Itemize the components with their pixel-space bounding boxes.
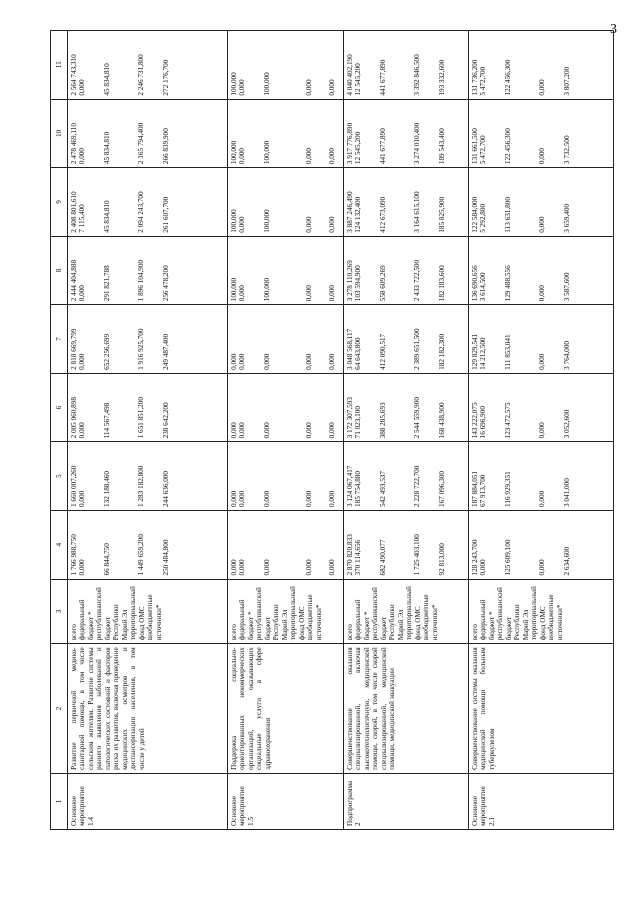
table-row [68, 31, 228, 830]
amount-value: 116 929,351 [503, 471, 512, 507]
year-value-cell [228, 99, 344, 168]
amount-value: 129 829,541 [471, 333, 479, 370]
amount-value: 2 564 743,310 [70, 54, 78, 96]
amount-value: 0,000 [538, 216, 547, 233]
measure-code: Основное мероприятие 1.4 [68, 773, 228, 829]
amount-value: 187 884,051 [471, 471, 479, 507]
amount-value: 1 896 104,900 [137, 259, 146, 302]
amount-value: 66 844,750 [102, 543, 111, 576]
amount-value: 2 478 469,110 [70, 123, 78, 165]
amount-value: 558 609,269 [378, 265, 387, 302]
amount-value: 12 545,200 [354, 63, 363, 96]
amount-value: 0,000 [305, 422, 314, 439]
amount-value: 0,000 [305, 285, 314, 302]
funding-sources [469, 579, 614, 644]
amount-value: 2 444 404,888 [70, 259, 78, 302]
amount-value: 441 677,890 [378, 128, 387, 165]
amount-value: 0,000 [78, 353, 87, 370]
amount-value: 0,000 [78, 559, 87, 576]
amount-value: 0,000 [538, 79, 547, 96]
funding-source-label: внебюджетные источники* [422, 594, 439, 641]
amount-value: 2 389 651,500 [413, 328, 422, 370]
amount-value: 1 916 925,700 [137, 328, 146, 370]
amount-value: 0,000 [327, 559, 336, 576]
amount-value: 143 222,075 [471, 402, 479, 439]
amount-value: 0,000 [238, 422, 247, 439]
amount-value: 412 673,090 [378, 196, 387, 233]
table-row [344, 31, 469, 830]
amount-value: 0,000 [538, 422, 547, 439]
table-row [469, 31, 614, 830]
year-value-cell [344, 442, 469, 511]
amount-value: 111 853,041 [503, 334, 512, 370]
amount-value: 100,000 [262, 277, 271, 302]
amount-value: 3 172 307,593 [346, 397, 354, 439]
year-value-cell [469, 305, 614, 374]
amount-value: 1 766 988,750 [70, 534, 78, 576]
funding-source-label: территориальный фонд ОМС [405, 586, 422, 641]
year-value-cell [344, 373, 469, 442]
year-value-cell [469, 442, 614, 511]
column-number-row [51, 31, 68, 830]
amount-value: 2 634,600 [562, 546, 571, 576]
amount-value: 238 642,200 [161, 402, 170, 439]
amount-value: 0,000 [238, 490, 247, 507]
amount-value: 0,000 [238, 285, 247, 302]
amount-value: 122 584,000 [471, 196, 479, 233]
column-number-8: 8 [51, 236, 68, 305]
year-value-cell [469, 236, 614, 305]
amount-value: 114 567,498 [102, 402, 111, 439]
amount-value: 0,000 [238, 147, 247, 165]
page-number: 3 [610, 22, 617, 37]
amount-value: 2 246 731,800 [137, 54, 146, 96]
amount-value: 131 661,500 [471, 128, 479, 165]
amount-value: 682 490,077 [378, 539, 387, 576]
amount-value: 0,000 [262, 559, 271, 576]
amount-value: 0,000 [327, 147, 336, 165]
amount-value: 45 834,810 [102, 200, 111, 233]
year-value-cell [228, 442, 344, 511]
amount-value: 2 408 801,610 [70, 191, 78, 233]
year-value-cell [68, 99, 228, 168]
amount-value: 0,000 [238, 353, 247, 370]
column-number-4: 4 [51, 510, 68, 579]
funding-source-label: республиканский бюджет Республики Марий Эл [95, 587, 129, 641]
measure-code: Основное мероприятие 1.5 [228, 773, 344, 829]
amount-value: 0,000 [305, 353, 314, 370]
funding-source-label: федеральный бюджет * [238, 599, 255, 641]
amount-value: 412 090,517 [378, 333, 387, 370]
amount-value: 103 594,900 [354, 265, 363, 302]
amount-value: 0,000 [327, 216, 336, 233]
amount-value: 100,000 [230, 209, 238, 233]
year-value-cell [469, 510, 614, 579]
amount-value: 3 807,200 [562, 66, 571, 96]
amount-value: 193 332,600 [437, 59, 446, 96]
amount-value: 2 818 669,799 [70, 328, 78, 370]
amount-value: 370 114,656 [354, 539, 363, 576]
funding-source-label: федеральный бюджет * [78, 599, 95, 641]
amount-value: 14 212,500 [479, 337, 488, 370]
budget-table [50, 30, 614, 830]
amount-value: 0,000 [538, 285, 547, 302]
year-value-cell [68, 510, 228, 579]
amount-value: 3 732,500 [562, 135, 571, 165]
amount-value: 131 736,200 [471, 59, 479, 96]
measure-code: Основное мероприятие 2.1 [469, 773, 614, 829]
amount-value: 652 256,699 [102, 333, 111, 370]
amount-value: 100,000 [262, 209, 271, 233]
amount-value: 0,000 [262, 422, 271, 439]
amount-value: 1 725 403,100 [413, 534, 422, 576]
amount-value: 3 587,600 [562, 272, 571, 302]
amount-value: 100,000 [262, 72, 271, 96]
amount-value: 249 487,400 [161, 333, 170, 370]
amount-value: 124 132,400 [354, 196, 363, 233]
amount-value: 2 165 794,400 [137, 122, 146, 165]
amount-value: 4 040 402,190 [346, 54, 354, 96]
amount-value: 3 887 246,490 [346, 191, 354, 233]
column-number-7: 7 [51, 305, 68, 374]
amount-value: 122 456,300 [503, 59, 512, 96]
amount-value: 3 392 846,500 [413, 54, 422, 96]
amount-value: 0,000 [538, 147, 547, 165]
year-value-cell [228, 236, 344, 305]
amount-value: 0,000 [327, 285, 336, 302]
amount-value: 3 164 615,100 [413, 191, 422, 233]
year-value-cell [469, 373, 614, 442]
year-value-cell [228, 305, 344, 374]
measure-description: Развитие первичной медико-санитарной помощи, в том числе сельским жителям. Развитие системы раннего выявления заболеваний и патологических состояний и факторов риска их развития, включая проведение медицинских осмотров и диспансеризации населения, в том числе у детей [68, 644, 228, 774]
column-number-10: 10 [51, 99, 68, 168]
amount-value: 122 456,300 [503, 128, 512, 165]
column-number-1: 1 [51, 773, 68, 829]
column-number-3: 3 [51, 579, 68, 644]
amount-value: 16 696,900 [479, 406, 488, 439]
amount-value: 3 052,600 [562, 409, 571, 439]
funding-source-label: всего [471, 624, 479, 641]
amount-value: 0,000 [230, 559, 238, 576]
amount-value: 261 607,700 [161, 196, 170, 233]
funding-source-label: внебюджетные источники* [547, 594, 564, 641]
funding-source-label: республиканский бюджет Республики Марий Эл [255, 587, 289, 641]
amount-value: 45 834,810 [102, 63, 111, 96]
year-value-cell [228, 510, 344, 579]
column-number-11: 11 [51, 31, 68, 100]
amount-value: 0,000 [262, 353, 271, 370]
year-value-cell [228, 31, 344, 100]
amount-value: 2 094 243,700 [137, 191, 146, 233]
amount-value: 67 913,700 [479, 474, 488, 507]
amount-value: 5 472,700 [479, 66, 488, 96]
amount-value: 0,000 [305, 79, 314, 96]
amount-value: 441 677,890 [378, 59, 387, 96]
year-value-cell [469, 31, 614, 100]
amount-value: 291 821,788 [102, 265, 111, 302]
year-value-cell [344, 305, 469, 374]
amount-value: 182 182,300 [437, 333, 446, 370]
amount-value: 132 188,460 [102, 471, 111, 507]
amount-value: 0,000 [230, 422, 238, 439]
amount-value: 189 543,400 [437, 128, 446, 165]
amount-value: 0,000 [78, 490, 87, 507]
year-value-cell [344, 99, 469, 168]
funding-sources [344, 579, 469, 644]
amount-value: 0,000 [230, 353, 238, 370]
amount-value: 0,000 [538, 353, 547, 370]
measure-code: Подпрограмма 2 [344, 773, 469, 829]
amount-value: 1 651 851,200 [137, 397, 146, 439]
amount-value: 0,000 [327, 422, 336, 439]
amount-value: 100,000 [230, 72, 238, 96]
amount-value: 0,000 [305, 559, 314, 576]
amount-value: 167 096,300 [437, 471, 446, 507]
amount-value: 100,000 [230, 277, 238, 302]
amount-value: 388 285,693 [378, 402, 387, 439]
amount-value: 92 813,000 [437, 543, 446, 576]
funding-sources [68, 579, 228, 644]
amount-value: 256 478,200 [161, 265, 170, 302]
amount-value: 7 115,400 [78, 204, 87, 233]
amount-value: 542 493,537 [378, 471, 387, 507]
funding-source-label: республиканский бюджет Республики Марий Эл [371, 587, 405, 641]
funding-source-label: внебюджетные источники* [146, 594, 163, 641]
year-value-cell [68, 168, 228, 237]
amount-value: 0,000 [262, 490, 271, 507]
amount-value: 244 636,000 [161, 471, 170, 507]
year-value-cell [469, 99, 614, 168]
funding-sources [228, 579, 344, 644]
year-value-cell [68, 31, 228, 100]
amount-value: 0,000 [230, 490, 238, 507]
amount-value: 12 545,200 [354, 131, 363, 165]
amount-value: 2 005 060,898 [70, 397, 78, 439]
amount-value: 0,000 [479, 559, 488, 576]
amount-value: 0,000 [238, 216, 247, 233]
amount-value: 3 124 067,417 [346, 465, 354, 507]
amount-value: 0,000 [327, 490, 336, 507]
amount-value: 3 917 776,890 [346, 122, 354, 165]
year-value-cell [228, 168, 344, 237]
amount-value: 185 825,900 [437, 196, 446, 233]
amount-value: 45 834,810 [102, 131, 111, 165]
amount-value: 3 274 010,400 [413, 122, 422, 165]
funding-source-label: всего [230, 624, 238, 641]
column-number-2: 2 [51, 644, 68, 774]
amount-value: 3 041,000 [562, 478, 571, 507]
amount-value: 1 449 659,200 [137, 534, 146, 576]
funding-source-label: территориальный фонд ОМС [289, 586, 306, 641]
amount-value: 0,000 [78, 422, 87, 439]
funding-source-label: территориальный фонд ОМС [530, 586, 547, 641]
funding-source-label: всего [70, 624, 78, 641]
year-value-cell [344, 510, 469, 579]
amount-value: 1 283 182,800 [137, 465, 146, 507]
amount-value: 0,000 [305, 490, 314, 507]
amount-value: 3 659,400 [562, 203, 571, 233]
amount-value: 129 488,556 [503, 265, 512, 302]
amount-value: 2 228 722,700 [413, 465, 422, 507]
amount-value: 128 243,700 [471, 539, 479, 576]
column-number-5: 5 [51, 442, 68, 511]
column-number-9: 9 [51, 168, 68, 237]
amount-value: 1 660 007,260 [70, 465, 78, 507]
amount-value: 0,000 [78, 285, 87, 302]
year-value-cell [469, 168, 614, 237]
amount-value: 3 278 110,269 [346, 260, 354, 302]
amount-value: 3 764,000 [562, 341, 571, 370]
amount-value: 0,000 [327, 79, 336, 96]
amount-value: 0,000 [538, 490, 547, 507]
amount-value: 182 183,600 [437, 265, 446, 302]
amount-value: 2 870 820,833 [346, 534, 354, 576]
amount-value: 0,000 [78, 79, 87, 96]
amount-value: 266 839,900 [161, 128, 170, 165]
funding-source-label: федеральный бюджет * [479, 599, 496, 641]
amount-value: 0,000 [538, 559, 547, 576]
amount-value: 123 472,575 [503, 402, 512, 439]
measure-description: Совершенствование системы оказания медицинской помощи больным туберкулезом [469, 644, 614, 774]
amount-value: 2 544 559,900 [413, 397, 422, 439]
funding-source-label: всего [346, 624, 354, 641]
amount-value: 0,000 [238, 79, 247, 96]
amount-value: 3 048 568,117 [346, 328, 354, 370]
amount-value: 0,000 [305, 147, 314, 165]
year-value-cell [344, 31, 469, 100]
amount-value: 71 023,100 [354, 406, 363, 439]
funding-source-label: территориальный фонд ОМС [129, 586, 146, 641]
amount-value: 136 690,656 [471, 265, 479, 302]
measure-description: Совершенствование оказания специализированной, включая высокотехнологичную, медицинской помощи, скорой, в том числе скорой специализированной, медицинской помощи, медицинской эвакуации [344, 644, 469, 774]
rotated-table-container [50, 30, 610, 830]
amount-value: 5 292,800 [479, 203, 488, 233]
year-value-cell [68, 442, 228, 511]
amount-value: 5 472,700 [479, 135, 488, 165]
amount-value: 185 754,880 [354, 471, 363, 507]
year-value-cell [228, 373, 344, 442]
amount-value: 3 614,500 [479, 272, 488, 302]
funding-source-label: республиканский бюджет Республики Марий Эл [496, 587, 530, 641]
measure-description: Поддержка социально-ориентированных некоммерческих организаций, оказывающих социальные услуги в сфере здравоохранения [228, 644, 344, 774]
amount-value: 100,000 [262, 140, 271, 165]
year-value-cell [68, 373, 228, 442]
amount-value: 113 631,800 [503, 197, 512, 233]
amount-value: 64 643,800 [354, 337, 363, 370]
amount-value: 0,000 [305, 216, 314, 233]
year-value-cell [344, 236, 469, 305]
amount-value: 168 438,900 [437, 402, 446, 439]
year-value-cell [344, 168, 469, 237]
amount-value: 100,000 [230, 140, 238, 165]
amount-value: 125 609,100 [503, 539, 512, 576]
year-value-cell [68, 236, 228, 305]
amount-value: 0,000 [327, 353, 336, 370]
funding-source-label: федеральный бюджет * [354, 599, 371, 641]
table-row [228, 31, 344, 830]
amount-value: 272 176,700 [161, 59, 170, 96]
column-number-6: 6 [51, 373, 68, 442]
amount-value: 0,000 [238, 559, 247, 576]
year-value-cell [68, 305, 228, 374]
amount-value: 250 484,800 [161, 539, 170, 576]
amount-value: 0,000 [78, 147, 87, 165]
funding-source-label: внебюджетные источники* [306, 594, 323, 641]
amount-value: 2 433 722,500 [413, 259, 422, 302]
